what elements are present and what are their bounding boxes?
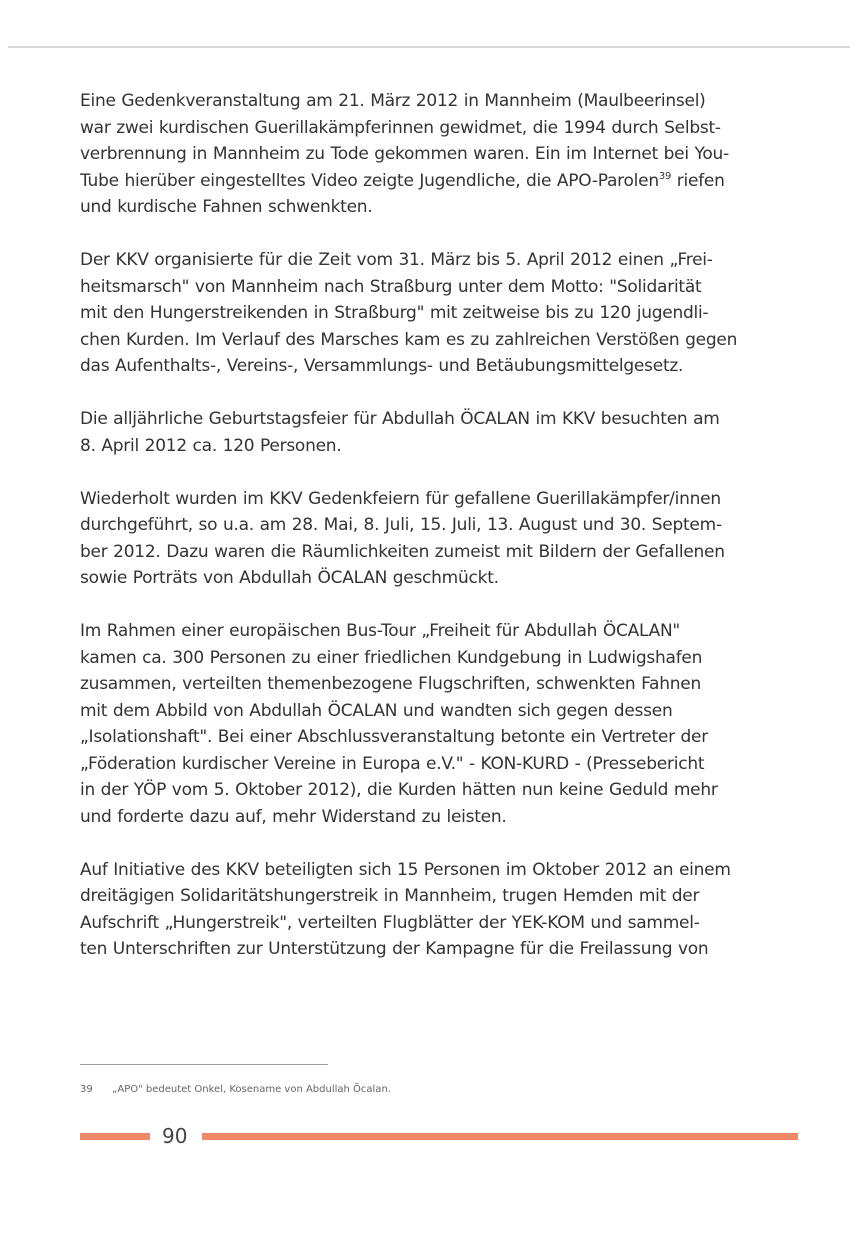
paragraph-freedom-march <box>80 247 798 380</box>
footer-accent-bar-left <box>80 1133 150 1140</box>
footer-accent-bar-right <box>202 1133 798 1140</box>
text-segment: Tube hierüber eingestelltes Video zeigte Jugendliche, die APO-Parolen <box>80 170 659 191</box>
footnote-number: 39 <box>80 1084 93 1095</box>
text-line: Die alljährliche Geburtstagsfeier für Abdullah ÖCALAN im KKV besuchten am <box>80 409 720 429</box>
text-line: Im Rahmen einer europäischen Bus-Tour „Freiheit für Abdullah ÖCALAN" <box>80 621 680 641</box>
text-line: ten Unterschriften zur Unterstützung der Kampagne für die Freilassung von <box>80 939 709 959</box>
paragraph-commemorations <box>80 486 798 592</box>
paragraph-hunger-strike <box>80 857 798 963</box>
paragraph-birthday-celebration <box>80 406 798 459</box>
text-line: 8. April 2012 ca. 120 Personen. <box>80 435 342 456</box>
text-line: „Isolationshaft". Bei einer Abschlussveranstaltung betonte ein Vertreter der <box>80 727 708 747</box>
text-line: verbrennung in Mannheim zu Tode gekommen waren. Ein im Internet bei You- <box>80 144 729 164</box>
text-line: war zwei kurdischen Guerillakämpferinnen gewidmet, die 1994 durch Selbst- <box>80 117 721 138</box>
text-line: heitsmarsch" von Mannheim nach Straßburg unter dem Motto: "Solidarität <box>80 276 702 297</box>
body-text <box>80 88 798 989</box>
text-line: sowie Porträts von Abdullah ÖCALAN geschmückt. <box>80 568 499 588</box>
page-number: 90 <box>162 1124 188 1148</box>
footnote-reference: 39 <box>658 170 672 182</box>
text-line: Auf Initiative des KKV beteiligten sich 15 Personen im Oktober 2012 an einem <box>80 859 731 880</box>
text-line: dreitägigen Solidaritätshungerstreik in Mannheim, trugen Hemden mit der <box>80 886 700 906</box>
paragraph-memorial-event <box>80 88 798 221</box>
text-line: und kurdische Fahnen schwenkten. <box>80 197 373 217</box>
text-line: Der KKV organisierte für die Zeit vom 31. März bis 5. April 2012 einen „Frei- <box>80 250 713 270</box>
text-line: Eine Gedenkveranstaltung am 21. März 2012 in Mannheim (Maulbeerinsel) <box>80 91 706 111</box>
text-line: mit den Hungerstreikenden in Straßburg" mit zeitweise bis zu 120 jugendli- <box>80 303 709 323</box>
text-line: kamen ca. 300 Personen zu einer friedlichen Kundgebung in Ludwigshafen <box>80 647 703 668</box>
top-divider <box>8 46 850 48</box>
paragraph-bus-tour <box>80 618 798 830</box>
text-line: und forderte dazu auf, mehr Widerstand zu leisten. <box>80 806 507 827</box>
text-line: zusammen, verteilten themenbezogene Flugschriften, schwenkten Fahnen <box>80 674 701 694</box>
text-line: in der YÖP vom 5. Oktober 2012), die Kurden hätten nun keine Geduld mehr <box>80 780 718 800</box>
text-line: Aufschrift „Hungerstreik", verteilten Flugblätter der YEK-KOM und sammel- <box>80 912 700 933</box>
footnote <box>80 1084 391 1095</box>
text-line: durchgeführt, so u.a. am 28. Mai, 8. Juli, 15. Juli, 13. August und 30. Septem- <box>80 515 722 535</box>
text-line: ber 2012. Dazu waren die Räumlichkeiten zumeist mit Bildern der Gefallenen <box>80 541 725 562</box>
text-line: „Föderation kurdischer Vereine in Europa e.V." - KON-KURD - (Pressebericht <box>80 753 705 774</box>
text-line: Wiederholt wurden im KKV Gedenkfeiern für gefallene Guerillakämpfer/innen <box>80 488 721 509</box>
text-line: mit dem Abbild von Abdullah ÖCALAN und wandten sich gegen dessen <box>80 700 673 721</box>
footnote-divider <box>80 1064 328 1065</box>
footnote-text: „APO" bedeutet Onkel, Kosename von Abdullah Öcalan. <box>112 1084 391 1095</box>
text-line-with-footnote-ref <box>80 168 798 195</box>
text-line: chen Kurden. Im Verlauf des Marsches kam es zu zahlreichen Verstößen gegen <box>80 329 738 350</box>
text-line: das Aufenthalts-, Vereins-, Versammlungs- und Betäubungsmittelgesetz. <box>80 356 684 376</box>
text-segment: riefen <box>671 170 725 191</box>
